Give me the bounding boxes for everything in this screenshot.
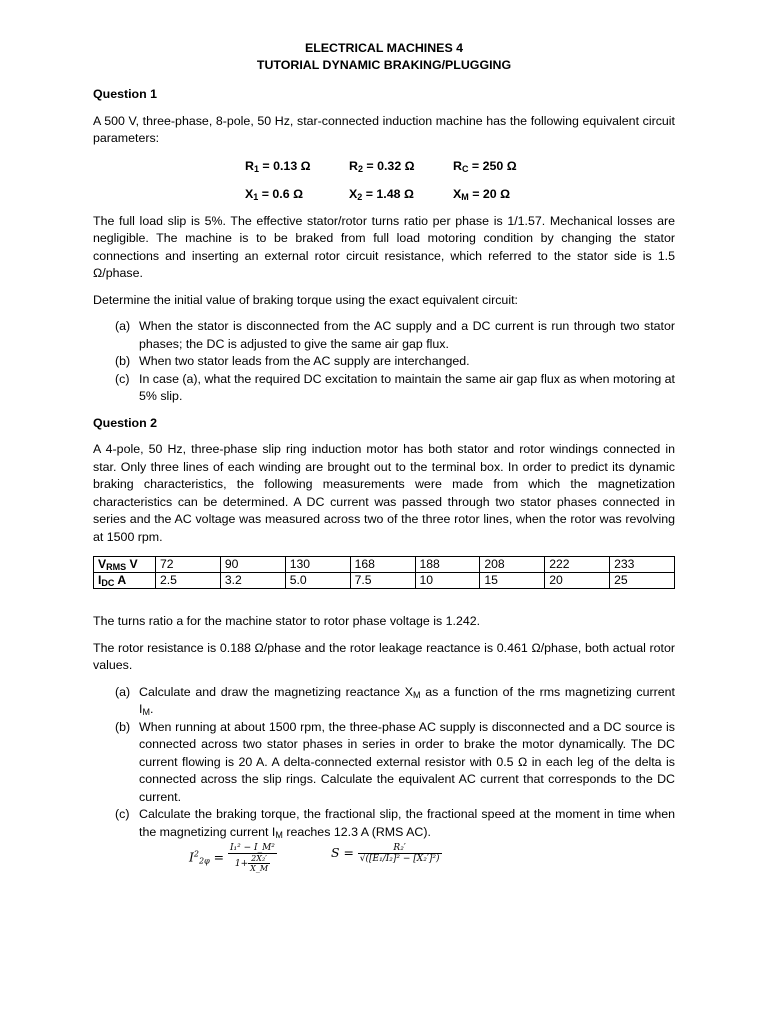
param-r1: $R_1 = 0.13$ Ω bbox=[245, 158, 311, 174]
table-row-vrms bbox=[94, 557, 675, 573]
parameter-block bbox=[93, 158, 675, 204]
q1-part-b: (b) When two stator leads from the AC supply are interchanged. bbox=[115, 354, 470, 368]
table-cell: 222 bbox=[545, 557, 610, 573]
document-page bbox=[93, 40, 675, 901]
table-cell: 72 bbox=[156, 557, 221, 573]
parameter-row-1 bbox=[93, 158, 675, 176]
table-cell: 130 bbox=[285, 557, 350, 573]
parameter-row-2 bbox=[93, 186, 675, 204]
q2-parts-list bbox=[93, 684, 675, 842]
table-cell: 233 bbox=[610, 557, 675, 573]
formula-slip: S = $\frac{\text{R₂′}}{\text{√([E₁/I₂]² − [X₂′]²)}}$ bbox=[331, 843, 440, 864]
table-cell: 2.5 bbox=[156, 573, 221, 589]
q1-intro: A 500 V, three-phase, 8-pole, 50 Hz, star-connected induction machine has the following equivalent circuit parameters: bbox=[93, 113, 675, 145]
q2-part-b: (b) When running at about 1500 rpm, the three-phase AC supply is disconnected and a DC source is connected across two stator phases in series in order to brake the motor dynamically. The DC current flowing is 20 A. A delta-connected external resistor with 0.5 Ω in each leg of the delta is connected across the slip rings. Calculate the equivalent AC current that corresponds to the DC current. bbox=[115, 719, 675, 804]
magnetization-table bbox=[93, 556, 675, 589]
tutorial-title: TUTORIAL DYNAMIC BRAKING/PLUGGING bbox=[256, 58, 512, 72]
table-cell: 3.2 bbox=[220, 573, 285, 589]
param-x1: $X_1 = 0.6$ Ω bbox=[245, 187, 304, 202]
table-cell: 168 bbox=[350, 557, 415, 573]
q2-part-c: (c) Calculate the braking torque, the fractional slip, the fractional speed at the moment in time when the magnetizing current $I_M$ reaches 12.3 A (RMS AC). bbox=[115, 807, 675, 840]
question-2-heading: Question 2 bbox=[93, 415, 158, 430]
param-r2: $R_2 = 0.32$ Ω bbox=[349, 158, 415, 174]
param-x2: $X_2 = 1.48$ Ω bbox=[349, 187, 414, 202]
table-cell: 25 bbox=[610, 573, 675, 589]
row-label-vrms: $V_{RMS}$ V bbox=[94, 557, 156, 573]
q1-para-3: Determine the initial value of braking torque using the exact equivalent circuit: bbox=[93, 292, 518, 307]
table-cell: 188 bbox=[415, 557, 480, 573]
table-cell: 90 bbox=[220, 557, 285, 573]
formula-magnetizing-current: $I^2_{2\varphi}$ = I₁² − I_M² 1+ $\frac{\text{2X₂′}}{X\_M}$ bbox=[189, 843, 275, 873]
question-1-heading: Question 1 bbox=[93, 87, 158, 101]
course-title: ELECTRICAL MACHINES 4 bbox=[304, 41, 464, 55]
table-cell: 208 bbox=[480, 557, 545, 573]
table-cell: 5.0 bbox=[285, 573, 350, 589]
row-label-idc: $I_{DC}$ A bbox=[94, 573, 156, 589]
formula-block bbox=[93, 841, 675, 901]
table-cell: 10 bbox=[415, 573, 480, 589]
param-xm: $X_M = 20$ Ω bbox=[453, 187, 511, 202]
q1-para-2: The full load slip is 5%. The effective stator/rotor turns ratio per phase is 1/1.57. Mechanical losses are negligible. The machine is to be braked from full load motoring condition by changing the stator connections and inserting an external rotor circuit resistance, which referred to the stator side is 1.5 Ω/phase. bbox=[93, 213, 675, 280]
table-cell: 7.5 bbox=[350, 573, 415, 589]
q1-part-a: (a) When the stator is disconnected from the AC supply and a DC current is run through two stator phases; the DC is adjusted to give the same air gap flux. bbox=[115, 319, 675, 351]
q2-rotor-resistance: The rotor resistance is 0.188 Ω/phase and the rotor leakage reactance is 0.461 Ω/phase, both actual rotor values. bbox=[93, 640, 675, 672]
table-row-idc bbox=[94, 573, 675, 589]
q1-part-c: (c) In case (a), what the required DC excitation to maintain the same air gap flux as when motoring at 5% slip. bbox=[115, 371, 675, 403]
table-cell: 20 bbox=[545, 573, 610, 589]
table-cell: 15 bbox=[480, 573, 545, 589]
q2-intro: A 4-pole, 50 Hz, three-phase slip ring induction motor has both stator and rotor windings connected in star. Only three lines of each winding are brought out to the terminal box. In order to predict its dynamic braking characteristics, the following measurements were made from which the magnetization characteristics can be determined. A DC current was passed through two stator phases connected in series and the AC voltage was measured across two of the three rotor lines, when the rotor was revolving at 1500 rpm. bbox=[93, 442, 675, 544]
q2-part-a: (a) Calculate and draw the magnetizing reactance $X_M$ as a function of the rms magnetizing current $I_M$. bbox=[115, 684, 675, 717]
q1-parts-list bbox=[93, 318, 675, 406]
q2-turns-ratio: The turns ratio a for the machine stator to rotor phase voltage is 1.242. bbox=[93, 614, 481, 628]
param-rc: $R_C = 250$ Ω bbox=[453, 158, 517, 174]
